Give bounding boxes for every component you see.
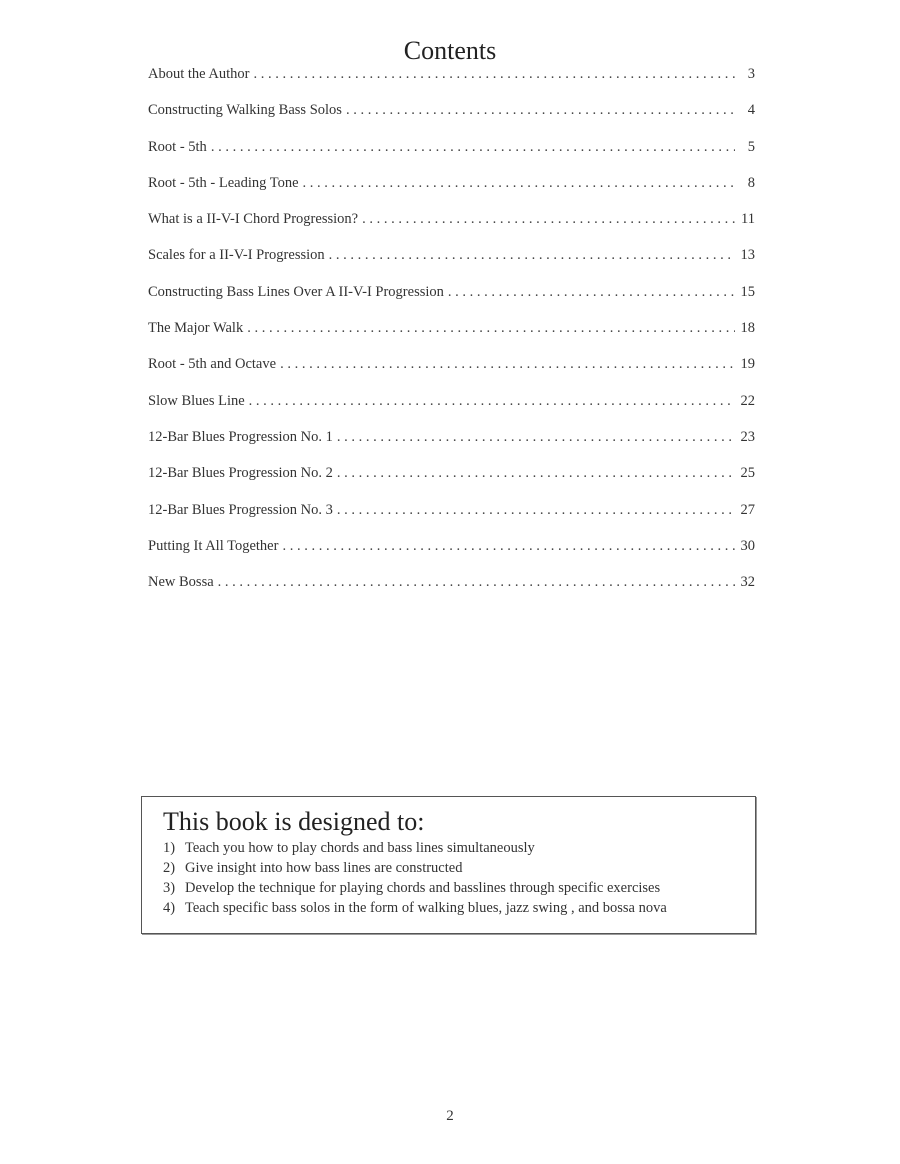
toc-entry[interactable] xyxy=(148,247,755,283)
toc-entry[interactable] xyxy=(148,66,755,102)
toc-leader-dots xyxy=(362,211,735,228)
book-purpose-item-text: Give insight into how bass lines are constructed xyxy=(185,860,463,876)
book-purpose-box xyxy=(141,796,756,934)
toc-leader-dots xyxy=(218,574,735,591)
toc-entry-page: 13 xyxy=(740,247,755,264)
book-purpose-item-number: 3) xyxy=(163,880,176,896)
toc-entry[interactable] xyxy=(148,538,755,574)
book-purpose-item xyxy=(163,878,735,898)
toc-entry-page: 32 xyxy=(740,574,755,591)
toc-entry-page: 5 xyxy=(747,138,755,155)
toc-entry[interactable] xyxy=(148,139,755,175)
toc-entry-page: 23 xyxy=(740,428,755,445)
toc-entry-label: The Major Walk xyxy=(148,320,244,337)
toc-entry-page: 15 xyxy=(740,283,755,300)
toc-entry-page: 4 xyxy=(747,102,755,119)
toc-entry-label: What is a II-V-I Chord Progression? xyxy=(148,211,359,228)
toc-entry[interactable] xyxy=(148,175,755,211)
toc-entry-page: 25 xyxy=(740,465,755,482)
toc-entry-label: Root - 5th xyxy=(148,138,207,155)
table-of-contents xyxy=(148,66,755,610)
toc-entry-label: New Bossa xyxy=(148,574,214,591)
toc-entry-label: Putting It All Together xyxy=(148,537,279,554)
toc-entry-page: 27 xyxy=(740,501,755,518)
page-number: 2 xyxy=(446,1108,454,1124)
book-purpose-item xyxy=(163,858,735,878)
book-purpose-item-number: 4) xyxy=(163,900,176,916)
book-purpose-item xyxy=(163,838,735,858)
toc-entry-label: Root - 5th - Leading Tone xyxy=(148,174,299,191)
toc-entry-page: 22 xyxy=(740,392,755,409)
toc-leader-dots xyxy=(249,393,735,410)
toc-entry-page: 19 xyxy=(740,356,755,373)
toc-leader-dots xyxy=(303,175,735,192)
toc-leader-dots xyxy=(254,66,736,83)
book-purpose-item-text: Develop the technique for playing chords and basslines through specific exercises xyxy=(185,880,661,896)
toc-entry-page: 18 xyxy=(740,320,755,337)
toc-leader-dots xyxy=(329,247,735,264)
book-purpose-item-number: 1) xyxy=(163,840,176,856)
toc-entry[interactable] xyxy=(148,320,755,356)
toc-leader-dots xyxy=(280,356,734,373)
toc-entry-label: Slow Blues Line xyxy=(148,392,245,409)
toc-entry[interactable] xyxy=(148,502,755,538)
toc-entry-label: Scales for a II-V-I Progression xyxy=(148,247,325,264)
book-purpose-heading: This book is designed to: xyxy=(163,807,425,836)
toc-leader-dots xyxy=(448,284,735,301)
toc-entry[interactable] xyxy=(148,574,755,610)
toc-entry[interactable] xyxy=(148,356,755,392)
toc-entry-page: 8 xyxy=(747,174,755,191)
toc-leader-dots xyxy=(337,502,735,519)
toc-entry[interactable] xyxy=(148,284,755,320)
toc-entry-label: About the Author xyxy=(148,66,250,82)
toc-entry-label: 12-Bar Blues Progression No. 3 xyxy=(148,501,333,518)
toc-leader-dots xyxy=(211,139,735,156)
toc-entry[interactable] xyxy=(148,102,755,138)
book-purpose-item-text: Teach you how to play chords and bass lines simultaneously xyxy=(185,840,535,856)
page-title: Contents xyxy=(403,36,497,65)
toc-entry[interactable] xyxy=(148,429,755,465)
toc-entry-page: 3 xyxy=(747,66,755,82)
toc-leader-dots xyxy=(346,102,735,119)
toc-leader-dots xyxy=(282,538,734,555)
toc-entry-page: 30 xyxy=(740,537,755,554)
toc-leader-dots xyxy=(247,320,734,337)
book-purpose-item-number: 2) xyxy=(163,860,176,876)
book-purpose-list xyxy=(163,838,735,918)
book-purpose-item xyxy=(163,898,735,918)
book-purpose-item-text: Teach specific bass solos in the form of walking blues, jazz swing , and bossa nova xyxy=(185,900,667,916)
toc-entry-page: 11 xyxy=(741,211,755,228)
toc-leader-dots xyxy=(337,465,735,482)
toc-entry-label: 12-Bar Blues Progression No. 2 xyxy=(148,465,333,482)
toc-entry-label: Constructing Bass Lines Over A II-V-I Progression xyxy=(148,283,444,300)
toc-entry[interactable] xyxy=(148,211,755,247)
toc-entry-label: 12-Bar Blues Progression No. 1 xyxy=(148,428,333,445)
toc-entry-label: Constructing Walking Bass Solos xyxy=(148,102,342,119)
toc-entry[interactable] xyxy=(148,393,755,429)
toc-leader-dots xyxy=(337,429,735,446)
toc-entry[interactable] xyxy=(148,465,755,501)
toc-entry-label: Root - 5th and Octave xyxy=(148,356,277,373)
